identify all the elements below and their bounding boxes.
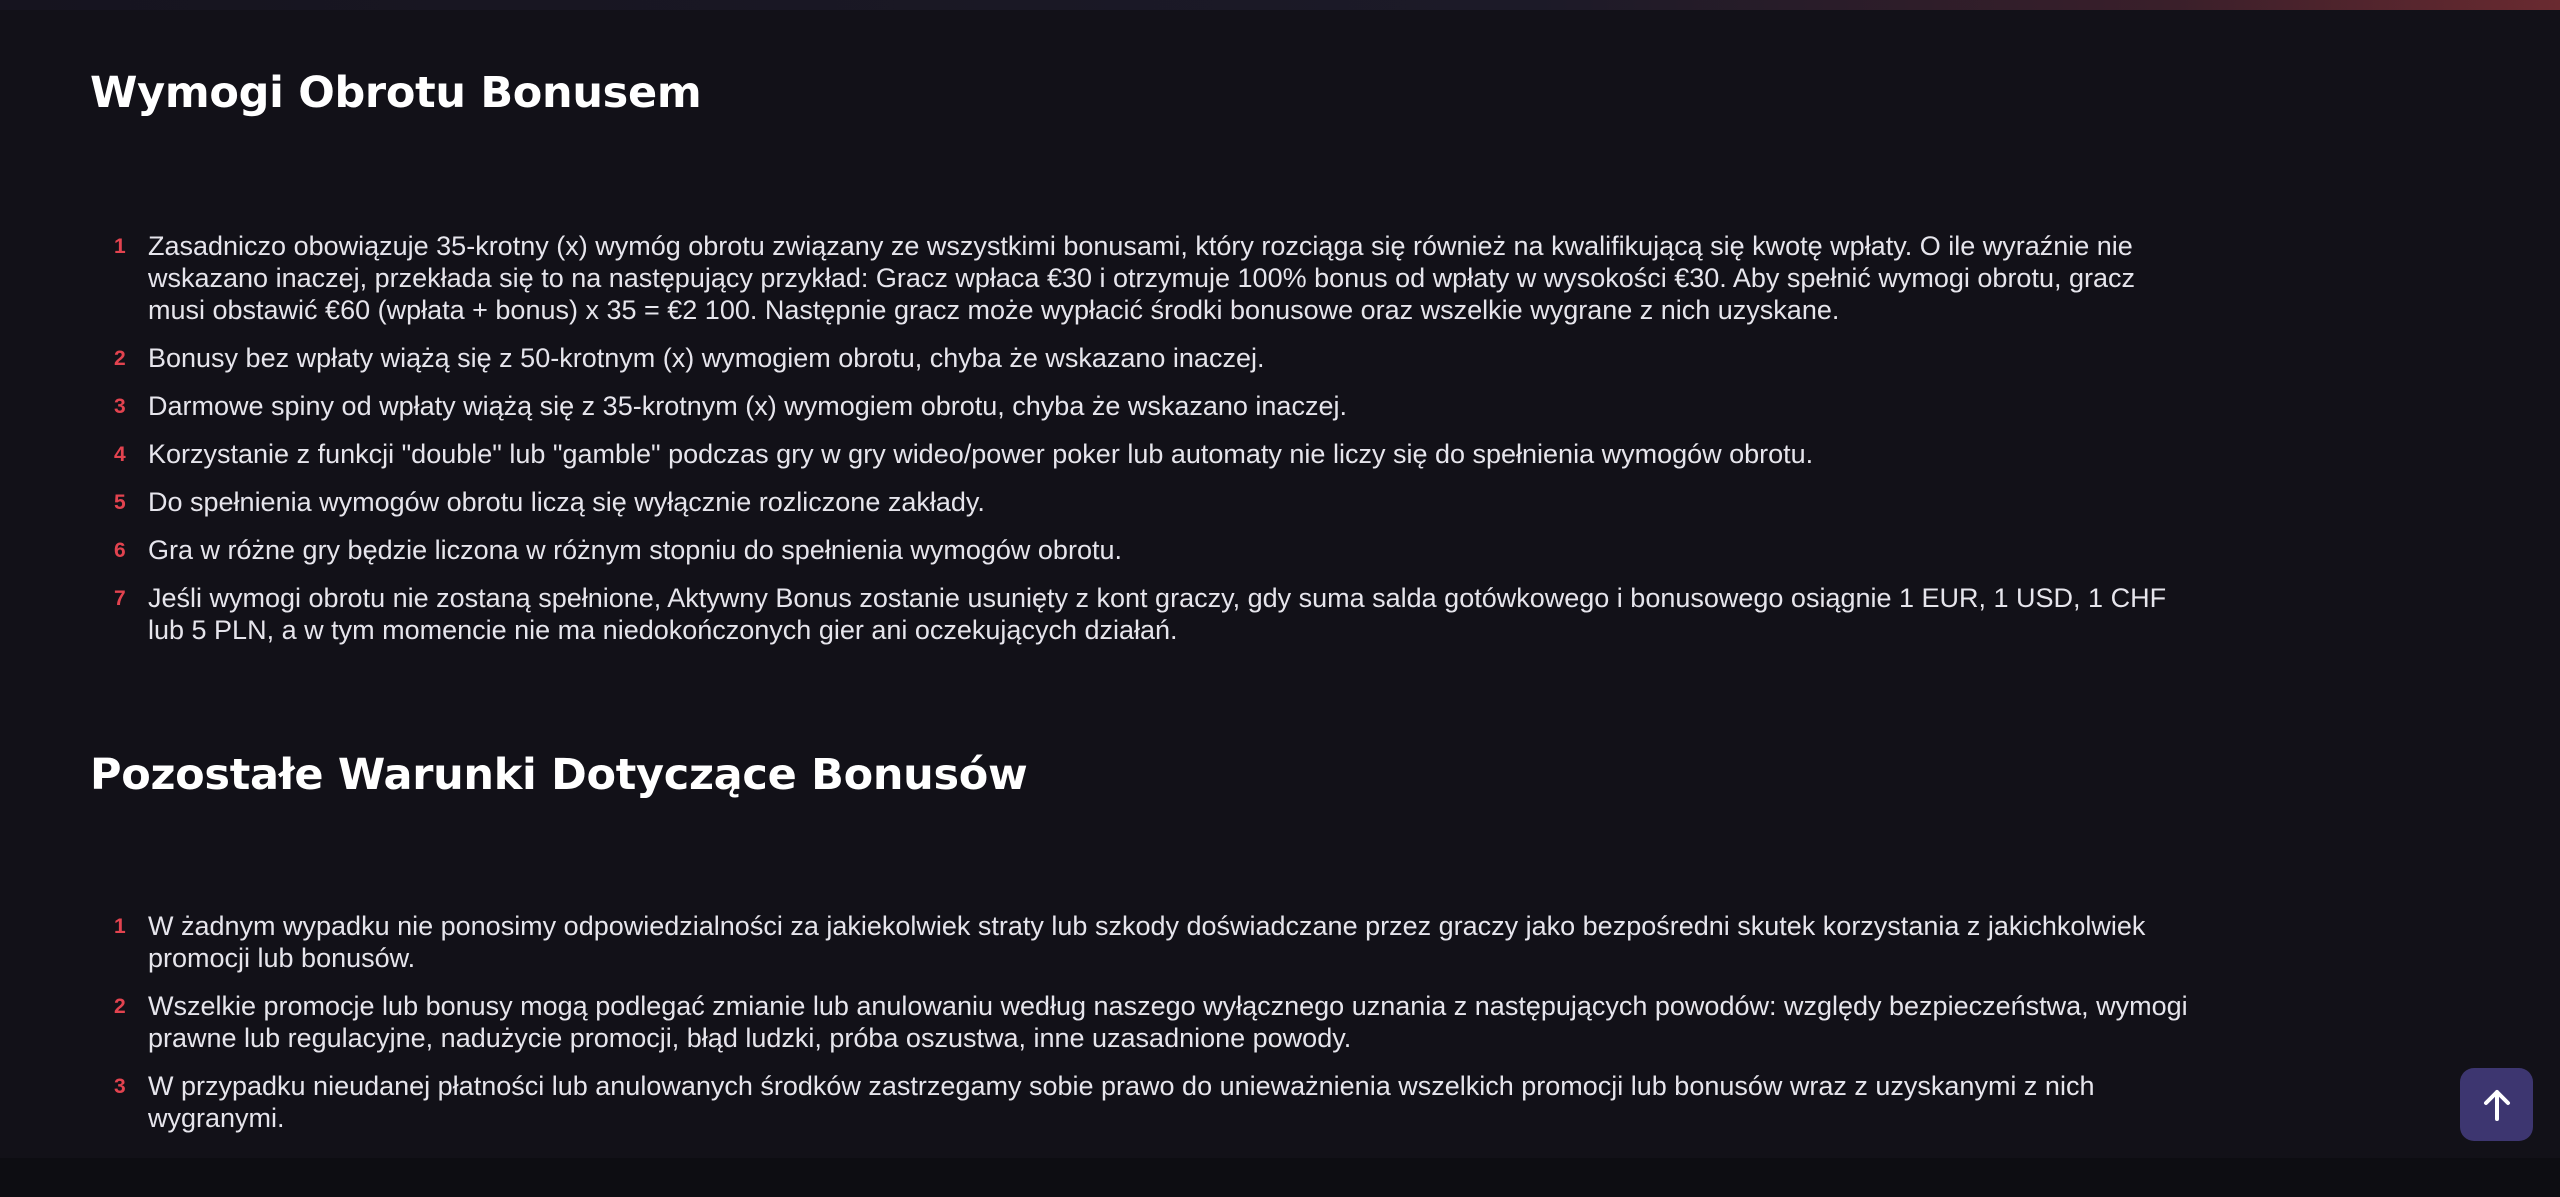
list-item-text: Zasadniczo obowiązuje 35-krotny (x) wymóg obrotu związany ze wszystkimi bonusami, który rozciąga się również na kwalifikującą się kwotę wpłaty. O ile wyraźnie nie wskazano inaczej, przekłada się to na następujący przykład: Gracz wpłaca €30 i otrzymuje 100% bonus od wpłaty w wysokości €30. Aby spełnić wymogi obrotu, gracz musi obstawić €60 (wpłata + bonus) x 35 = €2 100. Następnie gracz może wypłacić środki bonusowe oraz wszelkie wygrane z nich uzyskane.: [148, 231, 2135, 325]
list-item-partial: [110, 1150, 2190, 1158]
list-item-text: Do spełnienia wymogów obrotu liczą się wyłącznie rozliczone zakłady.: [148, 487, 985, 517]
top-gradient-bar: [0, 0, 2560, 10]
list-item-number: 1: [114, 915, 126, 938]
list-item: [110, 534, 2190, 566]
section-title-wagering: Wymogi Obrotu Bonusem: [90, 68, 702, 118]
list-item-number: 1: [114, 235, 126, 258]
list-item: [110, 1070, 2190, 1134]
list-item: [110, 582, 2190, 646]
list-item-text: W przypadku nieudanej płatności lub anulowanych środków zastrzegamy sobie prawo do unieważnienia wszelkich promocji lub bonusów wraz z uzyskanymi z nich wygranymi.: [148, 1071, 2095, 1133]
list-item: [110, 342, 2190, 374]
list-item-number: 4: [114, 443, 126, 466]
list-item: [110, 390, 2190, 422]
list-item-text: Wszelkie promocje lub bonusy mogą podlegać zmianie lub anulowaniu według naszego wyłącznego uznania z następujących powodów: względy bezpieczeństwa, wymogi prawne lub regulacyjne, nadużycie promocji, błąd ludzki, próba oszustwa, inne uzasadnione powody.: [148, 991, 2188, 1053]
list-item: [110, 486, 2190, 518]
list-item: [110, 910, 2190, 974]
wagering-rules-list: [110, 230, 2190, 662]
list-item-number: 7: [114, 587, 126, 610]
bottom-strip: [0, 1158, 2560, 1197]
scroll-to-top-button[interactable]: [2460, 1068, 2533, 1141]
bonus-terms-page: [0, 10, 2560, 1158]
arrow-up-icon: [2481, 1088, 2513, 1122]
list-item-text: W żadnym wypadku nie ponosimy odpowiedzialności za jakiekolwiek straty lub szkody doświadczane przez graczy jako bezpośredni skutek korzystania z jakichkolwiek promocji lub bonusów.: [148, 911, 2146, 973]
list-item-number: 5: [114, 491, 126, 514]
other-terms-list: [110, 910, 2190, 1158]
list-item-text: Darmowe spiny od wpłaty wiążą się z 35-krotnym (x) wymogiem obrotu, chyba że wskazano inaczej.: [148, 391, 1347, 421]
list-item: [110, 438, 2190, 470]
list-item-number: 2: [114, 995, 126, 1018]
list-item-number: 2: [114, 347, 126, 370]
list-item-text: Gra w różne gry będzie liczona w różnym stopniu do spełnienia wymogów obrotu.: [148, 535, 1122, 565]
list-item-text: Bonusy bez wpłaty wiążą się z 50-krotnym (x) wymogiem obrotu, chyba że wskazano inaczej.: [148, 343, 1265, 373]
list-item-number: 6: [114, 539, 126, 562]
list-item: [110, 990, 2190, 1054]
list-item: [110, 230, 2190, 326]
list-item-text: Jeśli wymogi obrotu nie zostaną spełnione, Aktywny Bonus zostanie usunięty z kont graczy, gdy suma salda gotówkowego i bonusowego osiągnie 1 EUR, 1 USD, 1 CHF lub 5 PLN, a w tym momencie nie ma niedokończonych gier ani oczekujących działań.: [148, 583, 2167, 645]
section-title-other-terms: Pozostałe Warunki Dotyczące Bonusów: [90, 750, 1028, 800]
list-item-text: Korzystanie z funkcji "double" lub "gamble" podczas gry w gry wideo/power poker lub automaty nie liczy się do spełnienia wymogów obrotu.: [148, 439, 1814, 469]
list-item-number: 3: [114, 395, 126, 418]
list-item-number: 3: [114, 1075, 126, 1098]
